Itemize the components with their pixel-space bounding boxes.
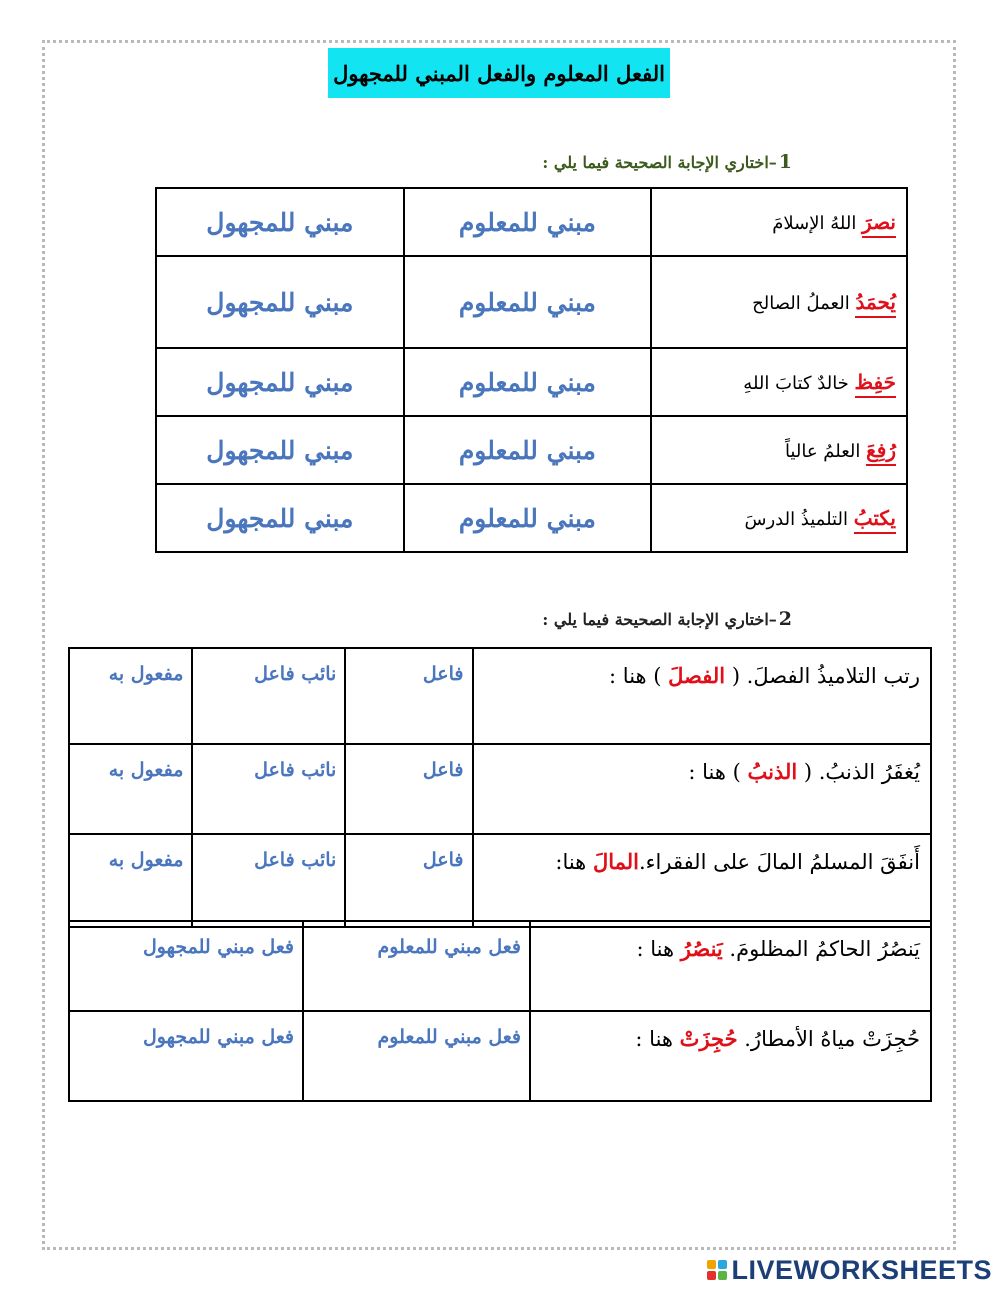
option-object[interactable]: مفعول به <box>69 744 192 834</box>
section1-table <box>155 187 908 553</box>
sentence-suffix: ) هنا : <box>688 760 748 784</box>
section1-instruction <box>542 151 792 173</box>
question-cell <box>651 256 907 348</box>
section1-number: 1 <box>778 151 792 173</box>
question-cell <box>530 921 931 1011</box>
sentence-suffix: هنا : <box>636 937 681 961</box>
sentence-text: رتب التلاميذُ الفصلَ. ( <box>725 664 920 688</box>
question-cell <box>651 348 907 416</box>
brand-text: LIVEWORKSHEETS <box>731 1254 992 1285</box>
question-cell <box>530 1011 931 1101</box>
table-row <box>156 256 907 348</box>
target-word: الفصلَ <box>668 663 726 688</box>
worksheet-title: الفعل المعلوم والفعل المبني للمجهول <box>328 48 670 98</box>
section2-table-a <box>68 647 932 928</box>
option-passive[interactable]: مبني للمجهول <box>156 484 404 552</box>
section2-table-b <box>68 920 932 1102</box>
logo-grid-icon <box>707 1260 727 1280</box>
table-row <box>156 348 907 416</box>
option-subject[interactable]: فاعل <box>345 648 472 744</box>
table-row <box>69 834 931 927</box>
table-row <box>156 188 907 256</box>
option-passive-subject[interactable]: نائب فاعل <box>192 648 345 744</box>
option-known[interactable]: مبني للمعلوم <box>404 256 651 348</box>
sentence-rest: العلمُ عالياً <box>784 441 867 462</box>
option-known[interactable]: مبني للمعلوم <box>404 416 651 484</box>
section2-instruction-text: –اختاري الإجابة الصحيحة فيما يلي : <box>542 610 777 629</box>
question-cell <box>473 834 932 927</box>
liveworksheets-logo <box>707 1254 992 1286</box>
option-passive-verb[interactable]: فعل مبني للمجهول <box>69 1011 303 1101</box>
sentence-suffix: هنا: <box>555 850 593 874</box>
sentence-suffix: هنا : <box>635 1027 680 1051</box>
sentence-text: يَنصُرُ الحاكمُ المظلومَ. <box>722 937 920 961</box>
option-passive-subject[interactable]: نائب فاعل <box>192 834 345 927</box>
table-row <box>69 744 931 834</box>
option-known[interactable]: مبني للمعلوم <box>404 484 651 552</box>
sentence-text: حُجِزَتْ مياهُ الأمطارُ. <box>737 1027 920 1051</box>
option-passive[interactable]: مبني للمجهول <box>156 416 404 484</box>
sentence-suffix: ) هنا : <box>609 664 669 688</box>
sentence-text: أَنفَقَ المسلمُ المالَ على الفقراء. <box>638 850 920 874</box>
section2-instruction <box>542 608 792 630</box>
table-row <box>69 1011 931 1101</box>
verb-highlight: رُفِعَ <box>866 438 896 466</box>
option-subject[interactable]: فاعل <box>345 834 472 927</box>
target-word: يَنصُرُ <box>680 936 723 961</box>
option-passive[interactable]: مبني للمجهول <box>156 256 404 348</box>
target-word: حُجِزَتْ <box>679 1026 738 1051</box>
option-known[interactable]: مبني للمعلوم <box>404 348 651 416</box>
table-row <box>156 484 907 552</box>
sentence-rest: اللهُ الإسلامَ <box>772 213 863 234</box>
question-cell <box>473 648 932 744</box>
table-row <box>156 416 907 484</box>
sentence-rest: خالدٌ كتابَ اللهِ <box>743 373 855 394</box>
option-subject[interactable]: فاعل <box>345 744 472 834</box>
option-passive[interactable]: مبني للمجهول <box>156 188 404 256</box>
question-cell <box>651 416 907 484</box>
option-passive-subject[interactable]: نائب فاعل <box>192 744 345 834</box>
option-active-verb[interactable]: فعل مبني للمعلوم <box>303 1011 530 1101</box>
section1-instruction-text: –اختاري الإجابة الصحيحة فيما يلي : <box>542 153 777 172</box>
option-object[interactable]: مفعول به <box>69 648 192 744</box>
target-word: المالَ <box>592 849 639 874</box>
question-cell <box>651 188 907 256</box>
sentence-text: يُغفَرُ الذنبُ. ( <box>797 760 920 784</box>
target-word: الذنبُ <box>747 759 798 784</box>
verb-highlight: نصرَ <box>862 210 896 238</box>
option-passive-verb[interactable]: فعل مبني للمجهول <box>69 921 303 1011</box>
question-cell <box>473 744 932 834</box>
sentence-rest: العملُ الصالح <box>752 293 856 314</box>
verb-highlight: يُحمَدُ <box>855 290 896 318</box>
verb-highlight: يكتبُ <box>854 506 896 534</box>
table-row <box>69 921 931 1011</box>
option-object[interactable]: مفعول به <box>69 834 192 927</box>
verb-highlight: حَفِظ <box>855 370 896 398</box>
option-known[interactable]: مبني للمعلوم <box>404 188 651 256</box>
option-active-verb[interactable]: فعل مبني للمعلوم <box>303 921 530 1011</box>
option-passive[interactable]: مبني للمجهول <box>156 348 404 416</box>
sentence-rest: التلميذُ الدرسَ <box>744 509 854 530</box>
section2-number: 2 <box>778 608 792 630</box>
table-row <box>69 648 931 744</box>
question-cell <box>651 484 907 552</box>
